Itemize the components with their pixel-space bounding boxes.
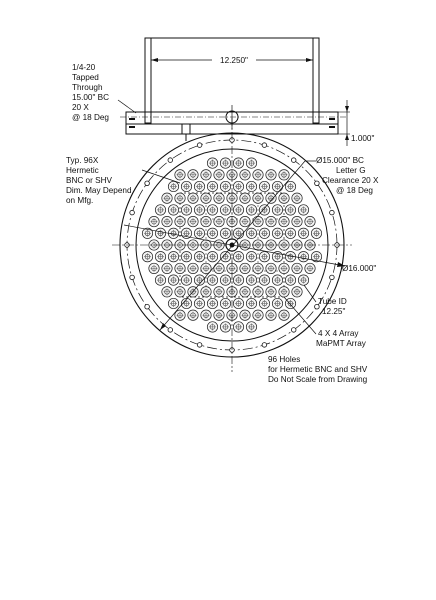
- connector-hole: [272, 275, 282, 285]
- width-dim-arrow-right: [306, 58, 313, 62]
- connector-hole: [266, 310, 276, 320]
- connector-hole: [149, 263, 159, 273]
- connector-hole: [207, 322, 217, 332]
- connector-hole: [220, 275, 230, 285]
- connector-hole: [201, 216, 211, 226]
- connector-hole: [207, 181, 217, 191]
- connector-hole: [162, 287, 172, 297]
- tapped-note-line: @ 18 Deg: [72, 113, 109, 122]
- connector-hole: [214, 216, 224, 226]
- connector-hole: [201, 310, 211, 320]
- tube-id-line: 12.25": [322, 307, 346, 316]
- connector-hole: [272, 228, 282, 238]
- connector-hole: [305, 263, 315, 273]
- connector-note-line: BNC or SHV: [66, 176, 112, 185]
- connector-hole: [162, 193, 172, 203]
- connector-hole: [240, 310, 250, 320]
- connector-hole: [259, 252, 269, 262]
- array-note-line: 4 X 4 Array: [318, 329, 359, 338]
- width-dim-label: 12.250": [220, 56, 248, 65]
- connector-hole: [175, 193, 185, 203]
- connector-note-line: Typ. 96X: [66, 156, 99, 165]
- connector-hole: [175, 287, 185, 297]
- connector-hole: [207, 298, 217, 308]
- height-dim-arrow-top: [345, 106, 349, 112]
- connector-hole: [188, 310, 198, 320]
- connector-hole: [194, 298, 204, 308]
- connector-hole: [168, 252, 178, 262]
- connector-hole: [233, 322, 243, 332]
- connector-hole: [220, 181, 230, 191]
- connector-hole: [175, 310, 185, 320]
- tapped-note-line: 20 X: [72, 103, 89, 112]
- connector-hole: [246, 205, 256, 215]
- connector-hole: [155, 275, 165, 285]
- connector-hole: [233, 228, 243, 238]
- connector-hole: [168, 298, 178, 308]
- connector-hole: [253, 263, 263, 273]
- connector-hole: [188, 170, 198, 180]
- connector-hole: [194, 252, 204, 262]
- connector-hole: [220, 298, 230, 308]
- bolt-hole: [291, 328, 296, 333]
- connector-hole: [188, 193, 198, 203]
- connector-hole: [194, 205, 204, 215]
- connector-hole: [240, 216, 250, 226]
- connector-hole: [233, 181, 243, 191]
- connector-hole: [246, 298, 256, 308]
- connector-hole: [240, 170, 250, 180]
- connector-hole: [240, 263, 250, 273]
- tapped-note-line: Through: [72, 83, 103, 92]
- bolt-mark: [329, 126, 335, 128]
- bc-hole-note: [316, 156, 379, 195]
- bc-note-line: Ø15.000" BC: [316, 156, 364, 165]
- connector-hole: [194, 181, 204, 191]
- connector-hole: [253, 193, 263, 203]
- connector-hole: [285, 275, 295, 285]
- side-view: [118, 38, 374, 146]
- connector-note-line: on Mfg.: [66, 196, 94, 205]
- bc-note-line: Clearance 20 X: [322, 176, 379, 185]
- connector-hole: [272, 181, 282, 191]
- connector-hole: [181, 275, 191, 285]
- connector-hole: [181, 205, 191, 215]
- connector-hole: [246, 252, 256, 262]
- connector-hole: [266, 193, 276, 203]
- height-dim-arrow-bot: [345, 134, 349, 140]
- connector-hole: [279, 216, 289, 226]
- footer-note-line: Do Not Scale from Drawing: [268, 375, 368, 384]
- bolt-hole: [262, 143, 267, 148]
- connector-hole: [181, 252, 191, 262]
- connector-note-line: Hermetic: [66, 166, 99, 175]
- connector-hole: [233, 275, 243, 285]
- connector-hole: [155, 252, 165, 262]
- connector-hole: [214, 170, 224, 180]
- connector-hole: [162, 216, 172, 226]
- connector-hole: [266, 287, 276, 297]
- connector-hole: [188, 263, 198, 273]
- connector-hole: [298, 275, 308, 285]
- bolt-hole: [330, 275, 335, 280]
- connector-hole: [298, 252, 308, 262]
- bolt-hole: [197, 143, 202, 148]
- bolt-hole: [262, 343, 267, 348]
- connector-hole: [181, 181, 191, 191]
- tapped-note: [72, 63, 109, 122]
- tube-right-wall: [313, 38, 319, 123]
- connector-hole: [175, 216, 185, 226]
- connector-hole: [285, 228, 295, 238]
- connector-hole: [162, 263, 172, 273]
- connector-hole: [207, 275, 217, 285]
- bolt-hole: [130, 275, 135, 280]
- connector-hole: [259, 181, 269, 191]
- bolt-hole: [315, 181, 320, 186]
- connector-hole: [220, 322, 230, 332]
- connector-hole: [266, 170, 276, 180]
- connector-hole: [201, 170, 211, 180]
- connector-hole: [246, 181, 256, 191]
- connector-hole: [207, 228, 217, 238]
- connector-hole: [188, 216, 198, 226]
- connector-hole: [246, 275, 256, 285]
- bolt-mark: [129, 126, 135, 128]
- connector-hole: [246, 158, 256, 168]
- tube-id-line: Tube ID: [318, 297, 347, 306]
- connector-hole: [201, 193, 211, 203]
- width-dim-arrow-left: [151, 58, 158, 62]
- footer-note: [268, 355, 368, 384]
- connector-stub: [182, 124, 190, 134]
- connector-hole: [207, 252, 217, 262]
- tapped-leader: [118, 100, 136, 113]
- connector-hole: [253, 216, 263, 226]
- connector-hole: [233, 298, 243, 308]
- bolt-hole: [197, 343, 202, 348]
- tapped-note-line: 15.00" BC: [72, 93, 110, 102]
- connector-hole: [292, 193, 302, 203]
- bolt-hole: [291, 158, 296, 163]
- connector-hole: [292, 287, 302, 297]
- connector-hole: [266, 263, 276, 273]
- connector-hole: [168, 275, 178, 285]
- array-note-line: MaPMT Array: [316, 339, 366, 348]
- connector-hole: [220, 252, 230, 262]
- connector-hole: [253, 287, 263, 297]
- connector-hole: [292, 263, 302, 273]
- connector-hole: [272, 298, 282, 308]
- connector-hole: [279, 310, 289, 320]
- connector-hole: [259, 298, 269, 308]
- connector-hole: [259, 228, 269, 238]
- connector-hole: [246, 228, 256, 238]
- connector-hole: [149, 216, 159, 226]
- bolt-hole: [145, 181, 150, 186]
- connector-hole: [259, 275, 269, 285]
- bolt-hole: [168, 158, 173, 163]
- connector-hole: [175, 170, 185, 180]
- bolt-hole: [145, 304, 150, 309]
- connector-hole: [305, 216, 315, 226]
- bolt-hole: [330, 210, 335, 215]
- connector-hole: [207, 205, 217, 215]
- connector-hole: [214, 263, 224, 273]
- connector-note: [66, 156, 132, 205]
- bolt-mark: [129, 118, 135, 120]
- tube-id-leader: [304, 285, 316, 302]
- connector-hole: [194, 228, 204, 238]
- connector-hole: [311, 228, 321, 238]
- connector-hole: [272, 205, 282, 215]
- tapped-note-line: 1/4-20: [72, 63, 96, 72]
- connector-hole: [298, 228, 308, 238]
- connector-hole: [246, 322, 256, 332]
- connector-note-line: Dim. May Depend: [66, 186, 132, 195]
- tapped-note-line: Tapped: [72, 73, 99, 82]
- connector-hole: [220, 158, 230, 168]
- bolt-hole: [168, 328, 173, 333]
- connector-hole: [207, 158, 217, 168]
- connector-hole: [168, 205, 178, 215]
- connector-hole: [285, 181, 295, 191]
- connector-hole: [240, 287, 250, 297]
- connector-hole: [201, 287, 211, 297]
- connector-hole: [253, 170, 263, 180]
- connector-hole: [214, 287, 224, 297]
- connector-hole: [279, 287, 289, 297]
- array-note: [316, 329, 367, 348]
- height-dim-label: 1.000": [351, 134, 375, 143]
- tube-left-wall: [145, 38, 151, 123]
- footer-note-line: 96 Holes: [268, 355, 301, 364]
- connector-hole: [214, 310, 224, 320]
- connector-hole: [233, 205, 243, 215]
- connector-hole: [142, 252, 152, 262]
- connector-hole: [279, 263, 289, 273]
- connector-hole: [298, 205, 308, 215]
- connector-hole: [220, 228, 230, 238]
- connector-hole: [285, 205, 295, 215]
- connector-hole: [233, 252, 243, 262]
- bolt-hole: [130, 210, 135, 215]
- connector-hole: [220, 205, 230, 215]
- tube-id-note: [318, 297, 347, 316]
- connector-hole: [214, 193, 224, 203]
- connector-hole: [168, 181, 178, 191]
- connector-hole: [279, 193, 289, 203]
- connector-hole: [266, 216, 276, 226]
- connector-hole: [155, 228, 165, 238]
- connector-hole: [155, 205, 165, 215]
- outer-diameter-label: Ø16.000": [342, 264, 377, 273]
- bc-note-line: @ 18 Deg: [336, 186, 373, 195]
- bolt-mark: [329, 118, 335, 120]
- connector-hole: [233, 158, 243, 168]
- footer-note-line: for Hermetic BNC and SHV: [268, 365, 368, 374]
- connector-hole: [175, 263, 185, 273]
- bc-note-line: Letter G: [336, 166, 366, 175]
- connector-hole: [240, 193, 250, 203]
- connector-hole: [253, 310, 263, 320]
- connector-hole: [279, 170, 289, 180]
- connector-hole: [259, 205, 269, 215]
- connector-hole: [292, 216, 302, 226]
